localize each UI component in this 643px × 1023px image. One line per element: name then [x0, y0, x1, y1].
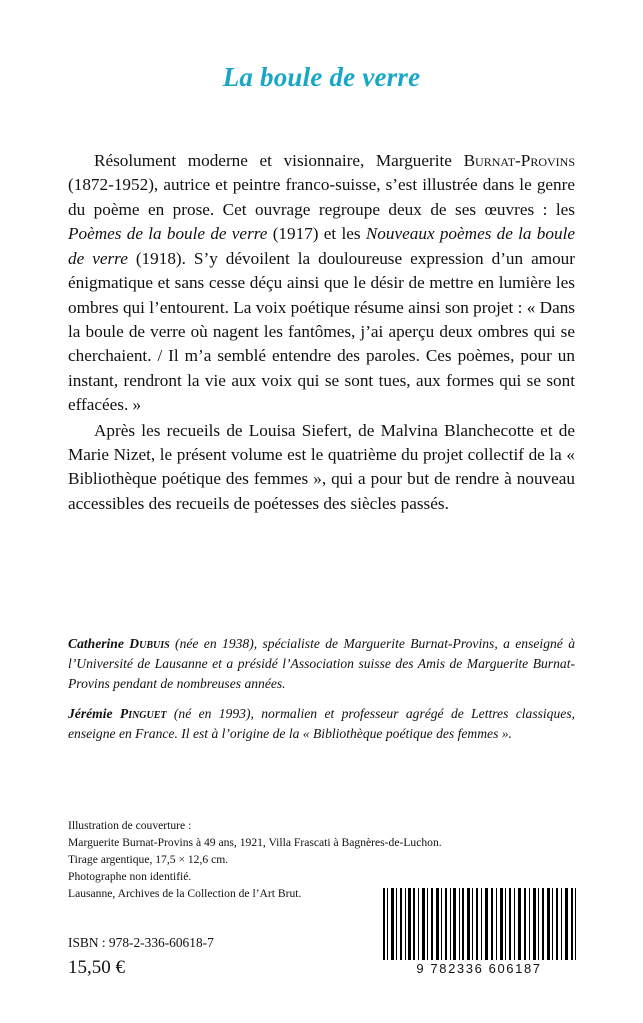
barcode-icon — [381, 888, 577, 960]
blurb-paragraph-2: Après les recueils de Louisa Siefert, de Malvina Blanchecotte et de Marie Nizet, le présent volume est le quatrième du projet collectif de la « Bibliothèque poétique des femmes », qui a pour but de rendre à nouveau accessibles des recueils de poétesses des siècles passés. — [68, 420, 575, 513]
isbn-text: ISBN : 978-2-336-60618-7 — [68, 935, 214, 950]
credit-line-4: Photographe non identifié. — [68, 869, 192, 883]
bio-dubuis — [68, 634, 575, 694]
work-title-2: Nouveaux poèmes de la boule de verre — [68, 224, 575, 268]
barcode — [381, 888, 577, 976]
credit-line-3: Tirage argentique, 17,5 × 12,6 cm. — [68, 852, 229, 866]
price-text: 15,50 € — [68, 957, 125, 978]
credit-line-2: Marguerite Burnat-Provins à 49 ans, 1921, Villa Frascati à Bagnères-de-Luchon. — [68, 835, 442, 849]
credit-line-1: Illustration de couverture : — [68, 819, 192, 832]
bio-text-pinguet: (né en 1993), normalien et professeur agrégé de Lettres classiques, enseigne en France. Il est à l’origine de la « Bibliothèque poétique des femmes ». — [68, 705, 576, 741]
author-bios — [68, 634, 575, 743]
bio-name-pinguet: Jérémie Pinguet — [68, 705, 167, 721]
blurb-text — [68, 149, 575, 516]
page-title: La boule de verre — [222, 62, 421, 92]
bio-text-dubuis: (née en 1938), spécialiste de Marguerite Burnat-Provins, a enseigné à l’Université de Lausanne et a présidé l’Association suisse des Amis de Marguerite Burnat-Provins pendant de nombreuses années. — [68, 636, 575, 692]
credit-line-5: Lausanne, Archives de la Collection de l’Art Brut. — [68, 886, 302, 900]
bio-name-dubuis: Catherine Dubuis — [68, 636, 170, 652]
work-title-1: Poèmes de la boule de verre — [68, 224, 268, 244]
blurb-paragraph-1: Résolument moderne et visionnaire, Marguerite Burnat-Provins (1872-1952), autrice et peintre franco-suisse, s’est illustrée dans le genre du poème en prose. Cet ouvrage regroupe deux de ses œuvres : les Poèmes de la boule de verre (1917) et les Nouveaux poèmes de la boule de verre (1918). S’y dévoilent la douloureuse expression d’un amour énigmatique et sans cesse déçu ainsi que le désir de mettre en lumière les ombres qui l’entourent. La voix poétique résume ainsi son projet : « Dans la boule de verre où nagent les fantômes, j’ai aperçu deux ombres qui se cherchaient. / Il m’a semblé entendre des paroles. Ces poèmes, pour un instant, rendront la vie aux voix qui se sont tues, aux formes qui se sont effacées. » — [68, 151, 575, 415]
barcode-digits: 9 782336 606187 — [416, 961, 542, 976]
bio-pinguet — [68, 704, 575, 744]
small-caps-name: Burnat-Provins — [463, 151, 575, 170]
